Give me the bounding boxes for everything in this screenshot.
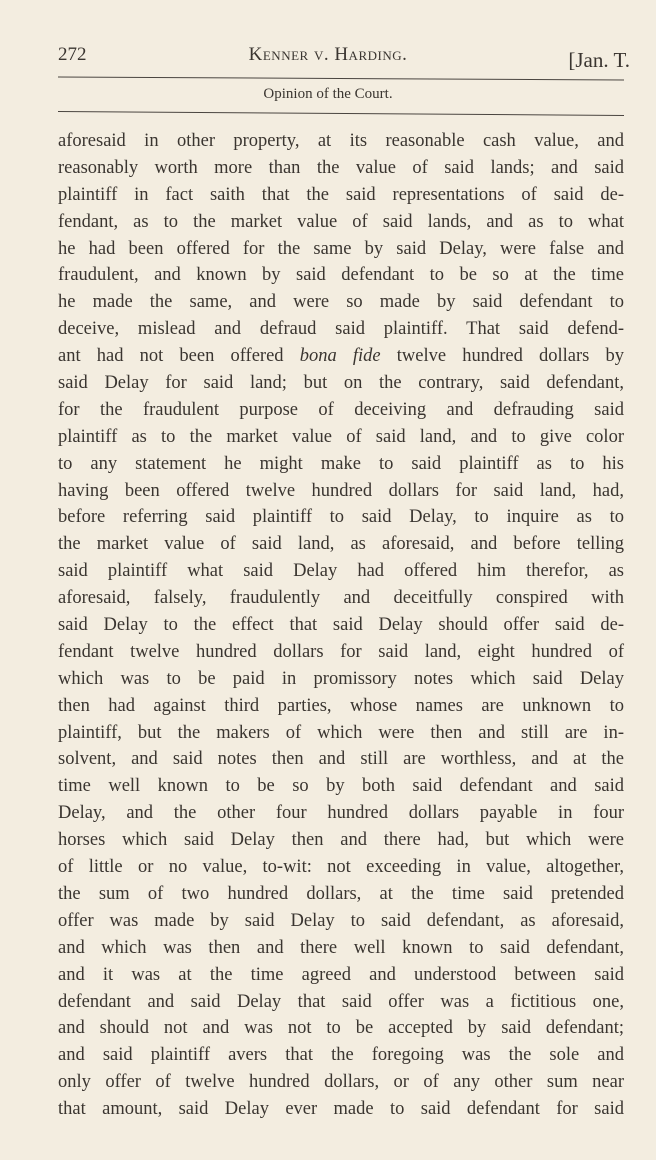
body-text: [58, 128, 624, 1123]
text-line: before referring said plaintiff to said Delay, to inquire as to: [58, 507, 624, 528]
text-line: defendant and said Delay that said offer was a fictitious one,: [58, 991, 624, 1012]
text-run: ant had not been offered: [58, 346, 300, 367]
text-line: fendant, as to the market value of said lands, and as to what: [58, 211, 624, 232]
text-line: said Delay for said land; but on the contrary, said defendant,: [58, 373, 624, 394]
text-line: offer was made by said Delay to said defendant, as aforesaid,: [58, 910, 624, 931]
text-line: and should not and was not to be accepted by said defendant;: [58, 1018, 624, 1039]
text-line: plaintiff in fact saith that the said representations of said de-: [58, 184, 624, 205]
term-label: [Jan. T.: [568, 48, 630, 72]
text-run: twelve hundred dollars by: [380, 346, 624, 367]
text-line: having been offered twelve hundred dollars for said land, had,: [58, 480, 624, 501]
running-title: Kenner v. Harding.: [248, 44, 408, 65]
text-line: aforesaid in other property, at its reasonable cash value, and: [58, 131, 624, 151]
text-line: and which was then and there well known to said defendant,: [58, 937, 624, 958]
text-line: solvent, and said notes then and still are worthless, and at the: [58, 749, 624, 770]
text-line: that amount, said Delay ever made to said defendant for said: [58, 1099, 624, 1120]
text-line: he had been offered for the same by said Delay, were false and: [58, 238, 624, 259]
text-line: the market value of said land, as aforesaid, and before telling: [58, 534, 624, 555]
text-line: fraudulent, and known by said defendant to be so at the time: [58, 265, 624, 286]
section-subtitle: Opinion of the Court.: [263, 86, 393, 102]
text-line: and it was at the time agreed and understood between said: [58, 964, 624, 985]
text-line: to any statement he might make to said plaintiff as to his: [58, 453, 624, 474]
text-line: which was to be paid in promissory notes which said Delay: [58, 668, 624, 689]
header-rule-top: [58, 77, 624, 81]
text-line: and said plaintiff avers that the foregoing was the sole and: [58, 1045, 624, 1066]
text-line: Delay, and the other four hundred dollars payable in four: [58, 803, 624, 824]
header-rule-bottom: [58, 111, 624, 116]
text-line: plaintiff as to the market value of said land, and to give color: [58, 426, 624, 447]
text-line: for the fraudulent purpose of deceiving and defrauding said: [58, 399, 624, 420]
text-line: plaintiff, but the makers of which were then and still are in-: [58, 722, 624, 743]
text-line: reasonably worth more than the value of said lands; and said: [58, 157, 624, 178]
text-line: he made the same, and were so made by said defendant to: [58, 292, 624, 313]
text-line: only offer of twelve hundred dollars, or of any other sum near: [58, 1072, 624, 1093]
text-line: time well known to be so by both said defendant and said: [58, 776, 624, 797]
text-line: said Delay to the effect that said Delay should offer said de-: [58, 615, 624, 636]
text-line: [58, 343, 624, 370]
text-line: deceive, mislead and defraud said plaintiff. That said defend-: [58, 319, 624, 340]
text-line: then had against third parties, whose names are unknown to: [58, 695, 624, 716]
text-line: said plaintiff what said Delay had offered him therefor, as: [58, 561, 624, 582]
page-number: 272: [58, 44, 87, 65]
text-line: horses which said Delay then and there had, but which were: [58, 830, 624, 851]
italic-phrase: bona fide: [299, 346, 381, 367]
text-line: fendant twelve hundred dollars for said land, eight hundred of: [58, 641, 624, 662]
text-line: the sum of two hundred dollars, at the time said pretended: [58, 883, 624, 904]
text-line: of little or no value, to-wit: not exceeding in value, altogether,: [58, 857, 624, 878]
text-line: aforesaid, falsely, fraudulently and deceitfully conspired with: [58, 588, 624, 609]
